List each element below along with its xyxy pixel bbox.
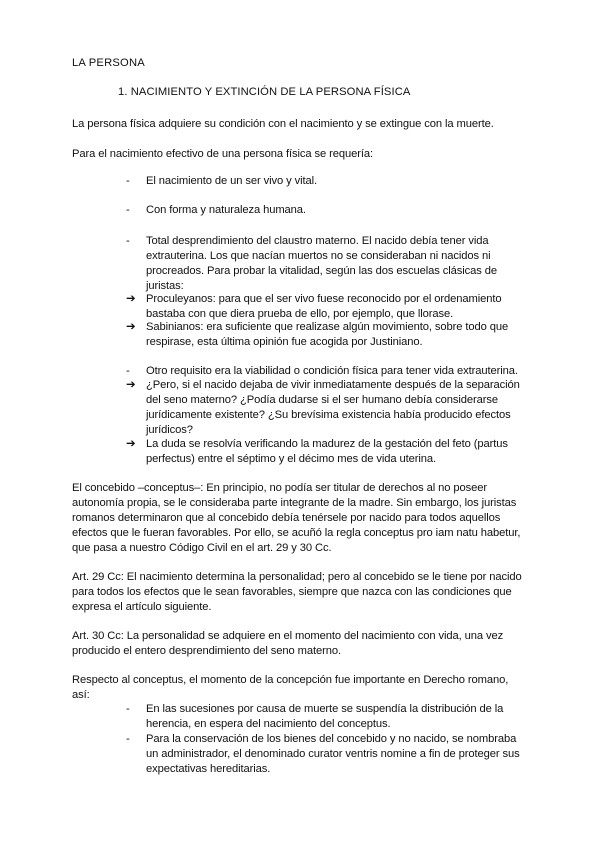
art30-line: Art. 30 Cc: La personalidad se adquiere en el momento del nacimiento con vida, una vez (72, 630, 504, 642)
dash-bullet: - (126, 235, 130, 247)
requirement-4: Otro requisito era la viabilidad o condición física para tener vida extrauterina. (146, 365, 518, 377)
requirement-3-line: procreados. Para probar la vitalidad, según las dos escuelas clásicas de (146, 265, 498, 277)
concebido-line: El concebido –conceptus–: En principio, no podía ser titular de derechos al no poseer (72, 482, 488, 494)
arrow-bullet-icon: ➔ (126, 379, 136, 391)
section-heading: 1. NACIMIENTO Y EXTINCIÓN DE LA PERSONA FÍSICA (118, 86, 411, 98)
concebido-line: romanos determinaron que al concebido debía tenérsele por nacido para todos aquellos (72, 512, 501, 524)
concebido-line: que pasa a nuestro Código Civil en el art. 29 y 30 Cc. (72, 542, 332, 554)
proculeyanos-line: bastaba con que diera prueba de ello, por ejemplo, que llorase. (146, 308, 454, 320)
sabinianos-line: respirase, esta última opinión fue acogida por Justiniano. (146, 336, 423, 348)
requirement-3-line: Total desprendimiento del claustro materno. El nacido debía tener vida (146, 235, 489, 247)
sabinianos-line: Sabinianos: era suficiente que realizase algún movimiento, sobre todo que (146, 321, 509, 333)
concebido-line: autonomía propia, se le consideraba parte integrante de la madre. Sin embargo, los juristas (72, 497, 517, 509)
sucesiones-line: herencia, en espera del nacimiento del conceptus. (146, 718, 391, 730)
art29-line: expresa el artículo siguiente. (72, 601, 212, 613)
dash-bullet: - (126, 175, 130, 187)
doubt-line: perfectus) entre el séptimo y el décimo mes de vida uterina. (146, 453, 436, 465)
proculeyanos-line: Proculeyanos: para que el ser vivo fuese reconocido por el ordenamiento (146, 293, 502, 305)
conservacion-line: un administrador, el denominado curator ventris nomine a fin de proteger sus (146, 748, 520, 760)
sucesiones-line: En las sucesiones por causa de muerte se suspendía la distribución de la (146, 703, 504, 715)
respecto-line: Respecto al conceptus, el momento de la concepción fue importante en Derecho romano, (72, 674, 509, 686)
dash-bullet: - (126, 733, 130, 745)
intro-paragraph: La persona física adquiere su condición con el nacimiento y se extingue con la muerte. (72, 118, 494, 130)
arrow-bullet-icon: ➔ (126, 321, 136, 333)
art29-line: Art. 29 Cc: El nacimiento determina la personalidad; pero al concebido se le tiene por nacido (72, 571, 522, 583)
requirement-1: El nacimiento de un ser vivo y vital. (146, 175, 318, 187)
document-title: LA PERSONA (72, 57, 145, 69)
dash-bullet: - (126, 365, 130, 377)
dash-bullet: - (126, 703, 130, 715)
requirement-3-line: extrauterina. Los que nacían muertos no se consideraban ni nacidos ni (146, 250, 491, 262)
concebido-line: efectos que le fueran favorables. Por ello, se acuñó la regla conceptus pro iam natu habetur, (72, 527, 521, 539)
art29-line: para todos los efectos que le sean favorables, siempre que nazca con las condiciones que (72, 586, 512, 598)
requirement-2: Con forma y naturaleza humana. (146, 204, 306, 216)
question-line: jurídicos? (146, 424, 193, 436)
requirements-lead: Para el nacimiento efectivo de una persona física se requería: (72, 148, 374, 160)
question-line: ¿Pero, si el nacido dejaba de vivir inmediatamente después de la separación (146, 379, 520, 391)
respecto-line: así: (72, 689, 90, 701)
doubt-line: La duda se resolvía verificando la madurez de la gestación del feto (partus (146, 438, 508, 450)
conservacion-line: Para la conservación de los bienes del concebido y no nacido, se nombraba (146, 733, 517, 745)
art30-line: producido el entero desprendimiento del seno materno. (72, 645, 341, 657)
requirement-3-line: juristas: (146, 280, 184, 292)
arrow-bullet-icon: ➔ (126, 293, 136, 305)
question-line: jurídicamente existente? ¿Su brevísima existencia había producido efectos (146, 409, 511, 421)
dash-bullet: - (126, 204, 130, 216)
conservacion-line: expectativas hereditarias. (146, 763, 271, 775)
question-line: del seno materno? ¿Podía dudarse si el ser humano debía considerarse (146, 394, 499, 406)
arrow-bullet-icon: ➔ (126, 438, 136, 450)
